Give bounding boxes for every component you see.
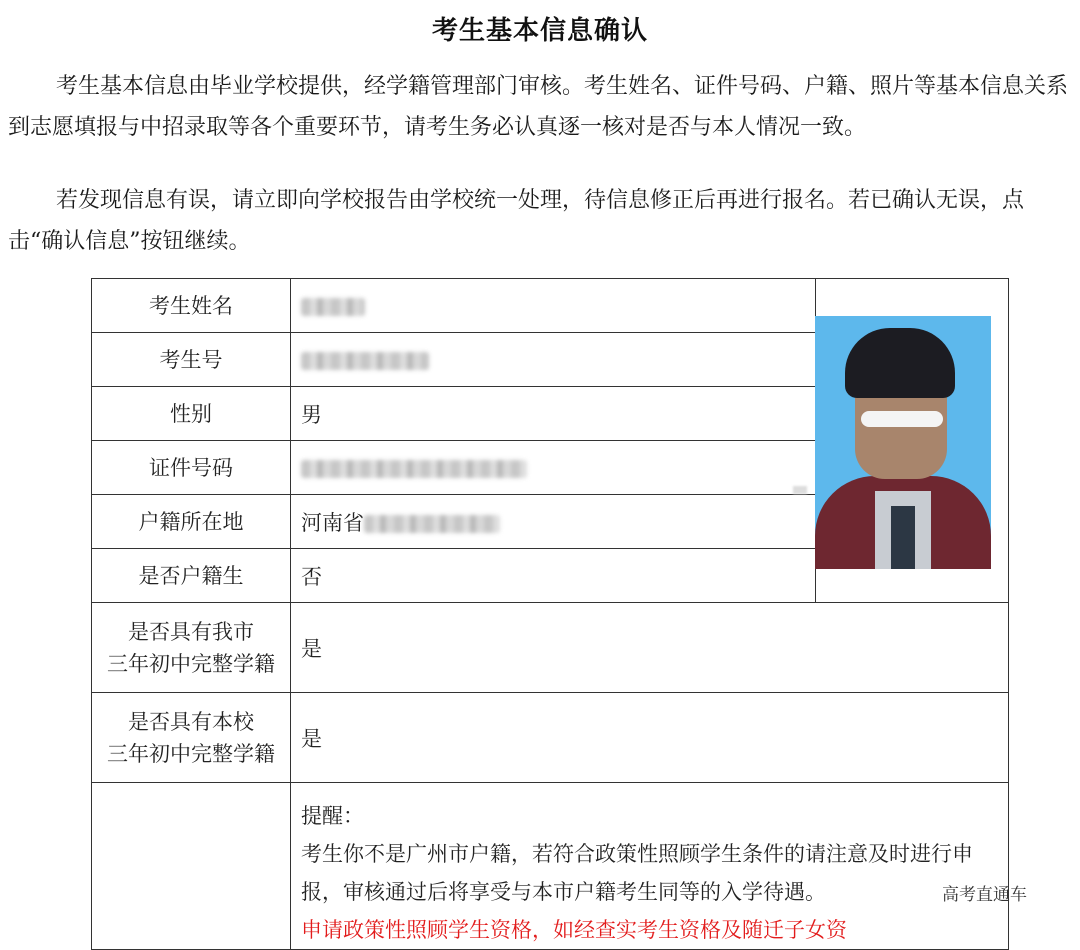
page-title: 考生基本信息确认 bbox=[431, 16, 648, 46]
label-is-local-household: 是否户籍生 bbox=[92, 549, 291, 603]
reminder-cell bbox=[291, 783, 1009, 950]
label-name: 考生姓名 bbox=[92, 279, 291, 333]
label-id-number: 证件号码 bbox=[92, 441, 291, 495]
intro-paragraph-1: 考生基本信息由毕业学校提供，经学籍管理部门审核。考生姓名、证件号码、户籍、照片等基本信息关系到志愿填报与中招录取等各个重要环节，请考生务必认真逐一核对是否与本人情况一致。 bbox=[8, 74, 1069, 140]
value-id-number bbox=[291, 441, 816, 495]
value-is-local-household: 否 bbox=[291, 549, 816, 603]
value-school-enrollment: 是 bbox=[291, 693, 1009, 783]
value-city-enrollment: 是 bbox=[291, 603, 1009, 693]
reminder-warning: 申请政策性照顾学生资格，如经查实考生资格及随迁子女资 bbox=[301, 918, 847, 942]
value-gender: 男 bbox=[291, 387, 816, 441]
label-city-enrollment: 是否具有我市 三年初中完整学籍 bbox=[92, 603, 291, 693]
redacted-name bbox=[301, 298, 365, 316]
redacted-id-number bbox=[301, 460, 527, 478]
reminder-heading: 提醒： bbox=[301, 804, 364, 828]
label-household-location: 户籍所在地 bbox=[92, 495, 291, 549]
reminder-text: 考生你不是广州市户籍，若符合政策性照顾学生条件的请注意及时进行申报，审核通过后将享受与本市户籍考生同等的入学待遇。 bbox=[301, 842, 973, 904]
value-name bbox=[291, 279, 816, 333]
label-school-enrollment: 是否具有本校 三年初中完整学籍 bbox=[92, 693, 291, 783]
value-household-location bbox=[291, 495, 816, 549]
blur-artifact bbox=[793, 486, 807, 494]
label-gender: 性别 bbox=[92, 387, 291, 441]
reminder-label-cell bbox=[92, 783, 291, 950]
household-province: 河南省 bbox=[301, 510, 364, 535]
redacted-exam-number bbox=[301, 352, 429, 370]
intro-paragraph-2: 若发现信息有误，请立即向学校报告由学校统一处理，待信息修正后再进行报名。若已确认无误，点击“确认信息”按钮继续。 bbox=[8, 188, 1025, 254]
eye-censor-bar bbox=[861, 411, 943, 427]
value-exam-number bbox=[291, 333, 816, 387]
student-photo bbox=[815, 316, 991, 569]
redacted-address bbox=[364, 515, 500, 533]
label-exam-number: 考生号 bbox=[92, 333, 291, 387]
watermark: 高考直通车 bbox=[942, 885, 1027, 905]
